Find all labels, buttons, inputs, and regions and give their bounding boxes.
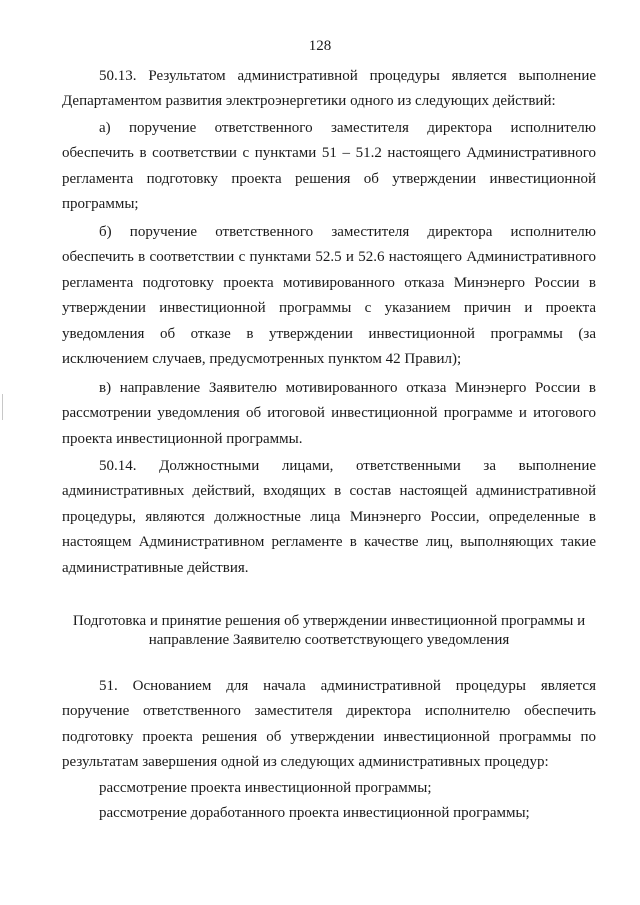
section-heading: Подготовка и принятие решения об утверждении инвестиционной программы и направление Заявителю соответствующего уведомления [72, 613, 586, 648]
paragraph-item-b: б) поручение ответственного заместителя директора исполнителю обеспечить в соответствии с пунктами 52.5 и 52.6 настоящего Административного регламента подготовку проекта мотивированного отказа Минэнерго России в утверждении инвестиционной программы с указанием причин и проекта уведомления об отказе в утверждении инвестиционной программы (за исключением случаев, предусмотренных пунктом 42 Правил); [62, 224, 596, 368]
list-line-2: рассмотрение доработанного проекта инвестиционной программы; [99, 805, 530, 821]
scan-edge-mark [2, 394, 3, 420]
paragraph-51: 51. Основанием для начала административной процедуры является поручение ответственного заместителя директора исполнителю обеспечить подготовку проекта решения об утверждении инвестиционной программы по результатам завершения одной из следующих административных процедур: [62, 678, 596, 771]
paragraph-50-13: 50.13. Результатом административной процедуры является выполнение Департаментом развития электроэнергетики одного из следующих действий: [62, 68, 596, 110]
paragraph-item-v: в) направление Заявителю мотивированного отказа Минэнерго России в рассмотрении уведомления об итоговой инвестиционной программе и итогового проекта инвестиционной программы. [62, 380, 596, 447]
page-number: 128 [308, 38, 332, 54]
list-line-1: рассмотрение проекта инвестиционной программы; [99, 780, 432, 796]
paragraph-item-a: а) поручение ответственного заместителя директора исполнителю обеспечить в соответствии с пунктами 51 – 51.2 настоящего Административного регламента подготовку проекта решения об утверждении инвестиционной программы; [62, 120, 596, 213]
paragraph-50-14: 50.14. Должностными лицами, ответственными за выполнение административных действий, входящих в состав настоящей административной процедуры, являются должностные лица Минэнерго России, определенные в настоящем Административном регламенте в качестве лиц, выполняющих такие административные действия. [62, 458, 596, 576]
